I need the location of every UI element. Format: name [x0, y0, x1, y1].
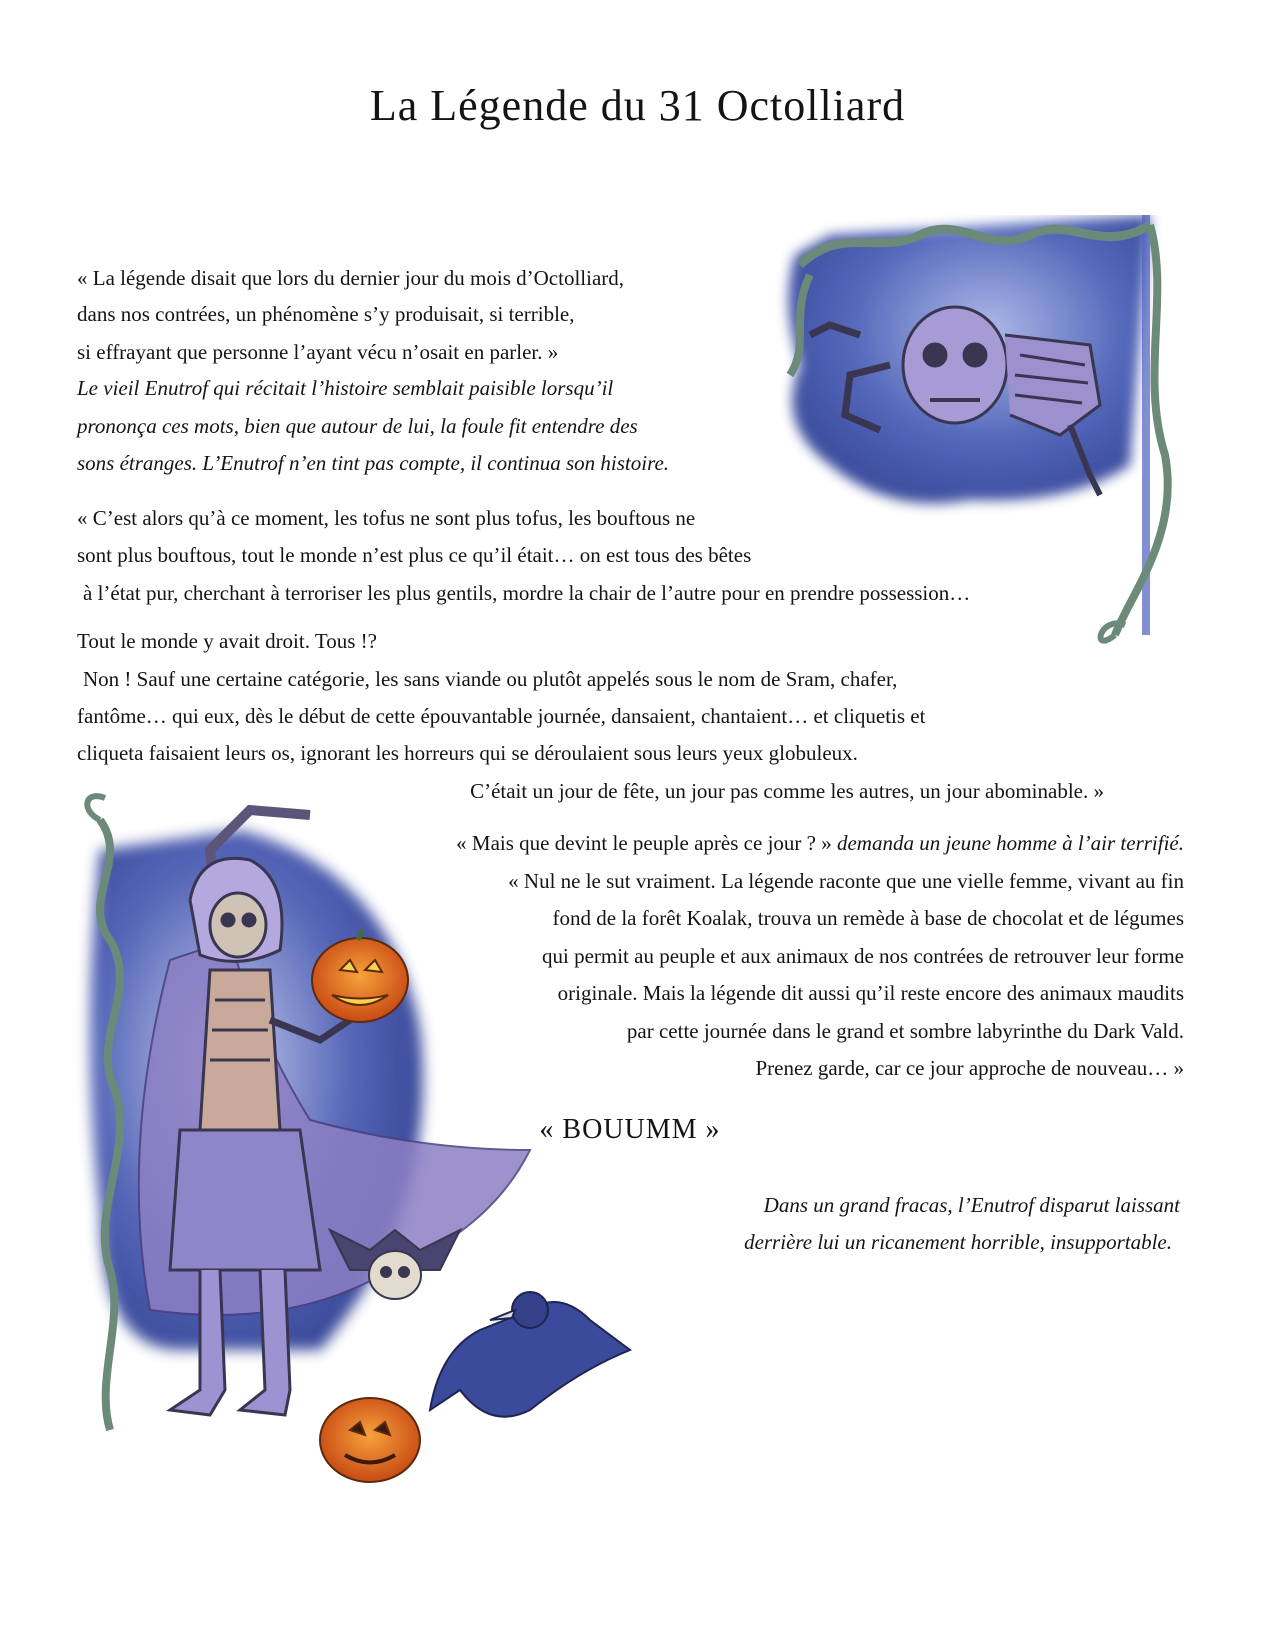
text-line: sons étranges. L’Enutrof n’en tint pas compte, il continua son histoire.	[77, 451, 670, 475]
text-line: derrière lui un ricanement horrible, insupportable.	[744, 1230, 1172, 1254]
text-line: fantôme… qui eux, dès le début de cette épouvantable journée, dansaient, chantaient… et cliquetis et	[77, 704, 926, 728]
text-line: Le vieil Enutrof qui récitait l’histoire semblait paisible lorsqu’il	[77, 376, 614, 400]
text-line	[330, 828, 1184, 858]
text-line: sont plus bouftous, tout le monde n’est plus ce qu’il était… on est tous des bêtes	[77, 543, 752, 567]
text-line: par cette journée dans le grand et sombre labyrinthe du Dark Vald.	[626, 1019, 1184, 1043]
text-line: Tout le monde y avait droit. Tous !?	[77, 629, 377, 653]
text-line: qui permit au peuple et aux animaux de nos contrées de retrouver leur forme	[541, 944, 1184, 968]
text-line: à l’état pur, cherchant à terroriser les plus gentils, mordre la chair de l’autre pour en prendre possession…	[83, 581, 971, 605]
text-line: cliqueta faisaient leurs os, ignorant les horreurs qui se déroulaient sous leurs yeux globuleux.	[77, 741, 858, 765]
text-line: « Nul ne le sut vraiment. La légende raconte que une vielle femme, vivant au fin	[508, 869, 1184, 893]
page-title: La Légende du 31 Octolliard	[369, 81, 906, 130]
text-line: « La légende disait que lors du dernier jour du mois d’Octolliard,	[77, 266, 625, 290]
text-line: originale. Mais la légende dit aussi qu’il reste encore des animaux maudits	[557, 981, 1184, 1005]
text-line: si effrayant que personne l’ayant vécu n’osait en parler. »	[77, 340, 559, 364]
quote-attribution: demanda un jeune homme à l’air terrifié.	[836, 831, 1184, 855]
text-line: C’était un jour de fête, un jour pas comme les autres, un jour abominable. »	[470, 779, 1104, 803]
text-line: prononça ces mots, bien que autour de lui, la foule fit entendre des	[77, 414, 638, 438]
quote-text: « Mais que devint le peuple après ce jour ? »	[456, 831, 832, 855]
text-line: Non ! Sauf une certaine catégorie, les sans viande ou plutôt appelés sous le nom de Sram, chafer,	[83, 667, 898, 691]
sound-effect-text: « BOUUMM »	[539, 1114, 721, 1145]
text-line: fond de la forêt Koalak, trouva un remède à base de chocolat et de légumes	[552, 906, 1184, 930]
text-line: Dans un grand fracas, l’Enutrof disparut laissant	[763, 1193, 1180, 1217]
text-line: « C’est alors qu’à ce moment, les tofus ne sont plus tofus, les bouftous ne	[77, 506, 696, 530]
text-line: Prenez garde, car ce jour approche de nouveau… »	[755, 1056, 1184, 1080]
crow	[430, 1292, 630, 1417]
text-line: dans nos contrées, un phénomène s’y produisait, si terrible,	[77, 302, 575, 326]
ground-pumpkin	[320, 1398, 420, 1482]
dancing-skeleton-illustration	[60, 790, 680, 1510]
